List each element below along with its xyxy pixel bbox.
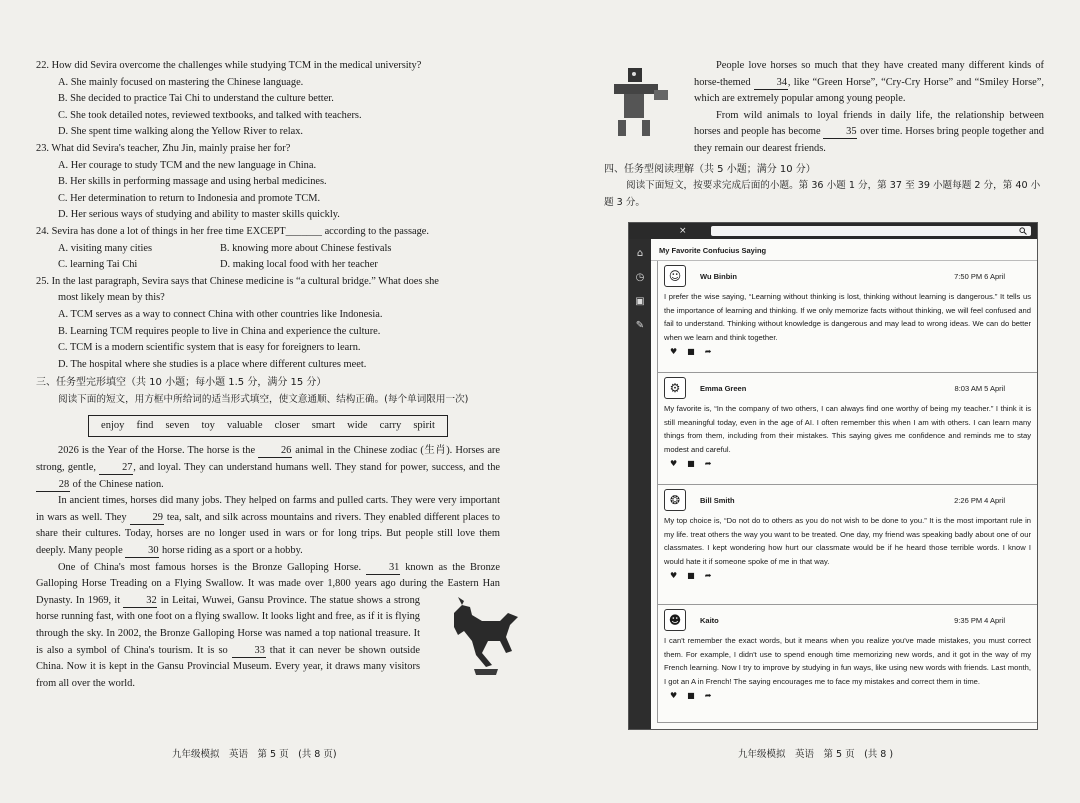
question-stem: 22. How did Sevira overcome the challenges while studying TCM in the medical university? (36, 60, 422, 71)
browser-sidebar (629, 239, 651, 729)
blank-27[interactable]: 27 (99, 462, 133, 475)
text: People love horses so much that they have created many different kinds of horse-themed (694, 60, 1044, 88)
author-name: Bill Smith (700, 495, 735, 505)
option-c: C. learning Tai Chi (58, 259, 138, 271)
blank-31[interactable]: 31 (366, 562, 400, 575)
option-a: A. Her courage to study TCM and the new language in China. (58, 159, 317, 171)
close-icon[interactable]: × (679, 226, 687, 236)
right-column (604, 58, 1044, 211)
avatar: ⚙ (664, 377, 686, 399)
passage-continuation (604, 58, 1044, 158)
blank-34[interactable]: 34 (754, 77, 788, 90)
author-name: Emma Green (700, 383, 747, 393)
blank-33[interactable]: 33 (232, 645, 266, 658)
question-23 (36, 141, 500, 224)
share-icon[interactable]: ➦ (704, 459, 712, 469)
search-icon[interactable] (1019, 227, 1027, 235)
heart-icon[interactable]: ♥ (670, 459, 678, 469)
section-4-title: 四、任务型阅读理解（共 5 小题；满分 10 分） (604, 163, 816, 175)
comment-icon[interactable]: ■ (687, 571, 695, 581)
share-icon[interactable]: ➦ (704, 571, 712, 581)
post-actions (670, 571, 1031, 580)
forum-main (651, 239, 1037, 729)
post (657, 373, 1037, 485)
heart-icon[interactable]: ♥ (670, 347, 678, 357)
horse-statue-icon (426, 591, 500, 679)
text: 2026 is the Year of the Horse. The horse is the (58, 445, 259, 457)
text: , and loyal. They can understand humans well. They stand for power, success, and the (133, 462, 501, 474)
post-actions (670, 459, 1031, 468)
text: From wild animals to loyal friends in daily life, the relationship between horses and people has become (694, 109, 1044, 138)
text: of the Chinese nation. (70, 478, 164, 490)
section-3-instruction: 阅读下面的短文，用方框中所给词的适当形式填空，使文意通顺、结构正确。(每个单词限用一次) (58, 393, 469, 405)
text: In ancient times, horses did many jobs. They helped on farms and pulled carts. They were very important in wars as well. They (36, 495, 500, 523)
post-text: I can't remember the exact words, but it means when you realize you've made mistakes, you must correct them. For example, I didn't use to spend enough time memorizing new words, and it got in the way of my French learning. Now I try to improve by studying in fun ways, like using new words with friends. Last month, I got an A in French! The saying encourages me to face my mistakes and correct them in time. (664, 636, 1031, 686)
text: horse riding as a sport or a hobby. (159, 545, 303, 557)
section-3-title: 三、任务型完形填空（共 10 小题；每小题 1.5 分，满分 15 分） (36, 377, 327, 389)
word: closer (274, 420, 300, 432)
text: , like “Green Horse”, “Cry-Cry Horse” and “Smiley Horse”, which are extremely popular among young people. (694, 76, 1044, 105)
post-time: 2:26 PM 4 April (954, 495, 1005, 505)
blank-35[interactable]: 35 (823, 126, 857, 139)
text: animal in the Chinese zodiac (生肖). Horses are strong, gentle, (36, 445, 500, 474)
blank-28[interactable]: 28 (36, 479, 70, 492)
post-actions (670, 691, 1031, 700)
paragraph (694, 58, 1044, 108)
page-footer-right: 九年级模拟 英语 第 5 页 (共 8 ) (738, 749, 894, 760)
left-column (36, 58, 500, 692)
option-row (58, 241, 500, 258)
post-header (664, 265, 1031, 287)
paragraph (36, 560, 500, 693)
option-a: A. She mainly focused on mastering the Chinese language. (58, 76, 304, 88)
option-b: B. Her skills in performing massage and using herbal medicines. (58, 176, 327, 188)
word: seven (165, 420, 190, 432)
author-name: Wu Binbin (700, 271, 737, 281)
smiley-horse-image (604, 62, 682, 146)
option-c: C. TCM is a modern scientific system that is easy for foreigners to learn. (58, 342, 361, 354)
post (657, 261, 1037, 373)
word: toy (201, 420, 215, 432)
option-c: C. Her determination to return to Indonesia and promote TCM. (58, 192, 321, 204)
question-stem: 25. In the last paragraph, Sevira says that Chinese medicine is “a cultural bridge.” What does she (36, 275, 439, 287)
pen-icon[interactable]: ✎ (635, 320, 645, 331)
post-time: 7:50 PM 6 April (954, 271, 1005, 281)
text: in Leitai, Wuwei, Gansu Province. The statue shows a strong horse running fast, with one foot on a flying swallow. It looks light and free, as if it is flying through the sky. In 2002, the Bronze Galloping Horse was named a top national treasure. It is also a symbol of China's tourism. It is so (36, 594, 420, 656)
text: tea, salt, and silk across mountains and rivers. They enabled different places to share their cultures. Today, horses are no longer used in wars or for long trips. But people still love them deeply. Many people (36, 511, 500, 557)
text: that it can never be shown outside China. Now it is kept in the Gansu Provincial Museum. Every year, it draws many visitors from all over the world. (36, 644, 420, 689)
cloze-passage (36, 443, 500, 692)
text: over time. Horses bring people together and they remain our dearest friends. (694, 126, 1044, 154)
comment-icon[interactable]: ■ (687, 459, 695, 469)
forum-browser-window (628, 222, 1038, 730)
option-a: A. TCM serves as a way to connect China with other countries like Indonesia. (58, 308, 383, 320)
question-stem-cont: most likely mean by this? (58, 292, 165, 304)
option-d: D. She spent time walking along the Yellow River to relax. (58, 126, 304, 138)
text: One of China's most famous horses is the Bronze Galloping Horse. (58, 561, 367, 573)
option-d: D. making local food with her teacher (220, 259, 378, 271)
blank-30[interactable]: 30 (125, 545, 159, 558)
blank-29[interactable]: 29 (130, 512, 164, 525)
option-b: B. knowing more about Chinese festivals (220, 242, 392, 254)
comment-icon[interactable]: ■ (687, 691, 695, 701)
option-c: C. She took detailed notes, reviewed textbooks, and talked with teachers. (58, 109, 362, 121)
post-text: My top choice is, “Do not do to others as you do not wish to be done to you.” It is the most important rule in my life. treat others the way you want to be treated. One day, my friend was speaking badly about one of our classmates. I kept wondering how hurt our classmate would be if he heard those terrible words. I know I would hate it if someone spoke of me in that way. (664, 516, 1031, 566)
paragraph (694, 108, 1044, 158)
word: valuable (226, 420, 263, 432)
post-time: 8:03 AM 5 April (954, 383, 1005, 393)
paragraph (36, 493, 500, 559)
option-a: A. visiting many cities (58, 242, 153, 254)
heart-icon[interactable]: ♥ (670, 571, 678, 581)
word: find (136, 420, 154, 432)
page-footer-left: 九年级模拟 英语 第 5 页 (共 8 页) (172, 749, 337, 760)
word: wide (347, 420, 368, 432)
heart-icon[interactable]: ♥ (670, 691, 678, 701)
post-actions (670, 347, 1031, 356)
share-icon[interactable]: ➦ (704, 691, 712, 701)
question-stem: 24. Sevira has done a lot of things in her free time EXCEPT_______ according to the passage. (36, 225, 430, 237)
word-box (88, 415, 448, 437)
comment-icon[interactable]: ■ (687, 347, 695, 357)
post-text: My favorite is, “In the company of two others, I can always find one worthy of being my teacher.” I think it is still meaningful today, even in the age of AI. I often remember this when I am with others. I can learn many things from them, including from their mistakes. This saying gives me confidence and reminds me to stay modest and careful. (664, 404, 1031, 454)
post-header (664, 609, 1031, 631)
browser-toolbar (629, 223, 1037, 239)
option-d: D. Her serious ways of studying and ability to master skills quickly. (58, 209, 340, 221)
author-name: Kaito (700, 615, 719, 625)
post (657, 605, 1037, 723)
avatar: ❂ (664, 489, 686, 511)
question-stem: 23. What did Sevira's teacher, Zhu Jin, mainly praise her for? (36, 142, 291, 154)
paragraph (36, 443, 500, 493)
home-icon[interactable]: ⌂ (636, 248, 644, 259)
blank-26[interactable]: 26 (258, 445, 292, 458)
post-text: I prefer the wise saying, “Learning without thinking is lost, thinking without learning is dangerous.” It tells us the importance of learning and thinking. If we only memorize facts without thinking, we will feel confused and fail to understand. Thinking without knowledge is dangerous and may lead to wrong ideas. We can do better when we learn and think together. (664, 292, 1031, 342)
question-24 (36, 224, 500, 274)
section-4-instruction: 阅读下面短文，按要求完成后面的小题。第 36 小题 1 分，第 37 至 39 小题每题 2 分，第 40 小题 3 分。 (604, 180, 1041, 208)
tab-title[interactable]: My Favorite Confucius Saying (651, 239, 1037, 261)
post-header (664, 489, 1031, 511)
passage-text (694, 58, 1044, 158)
image-icon[interactable]: ▣ (635, 296, 645, 307)
post (657, 485, 1037, 605)
question-25 (36, 274, 500, 374)
post-time: 9:35 PM 4 April (954, 615, 1005, 625)
clock-icon[interactable]: ◷ (635, 272, 645, 283)
option-b: B. She decided to practice Tai Chi to understand the culture better. (58, 93, 334, 105)
option-d: D. The hospital where she studies is a place where different cultures meet. (58, 358, 367, 370)
post-header (664, 377, 1031, 399)
option-row (58, 257, 500, 274)
word: enjoy (101, 420, 125, 432)
avatar: ☺ (664, 265, 686, 287)
word: spirit (413, 420, 435, 432)
word: smart (311, 420, 336, 432)
text: known as the Bronze Galloping Horse Treading on a Flying Swallow. It was made over 1,800 years ago during the Eastern Han Dynasty. In 1969, it (36, 561, 500, 606)
word: carry (379, 420, 402, 432)
search-input[interactable] (711, 226, 1031, 236)
question-22 (36, 58, 500, 141)
blank-32[interactable]: 32 (123, 595, 157, 608)
share-icon[interactable]: ➦ (704, 347, 712, 357)
option-b: B. Learning TCM requires people to live in China and experience the culture. (58, 325, 381, 337)
avatar: ☻ (664, 609, 686, 631)
